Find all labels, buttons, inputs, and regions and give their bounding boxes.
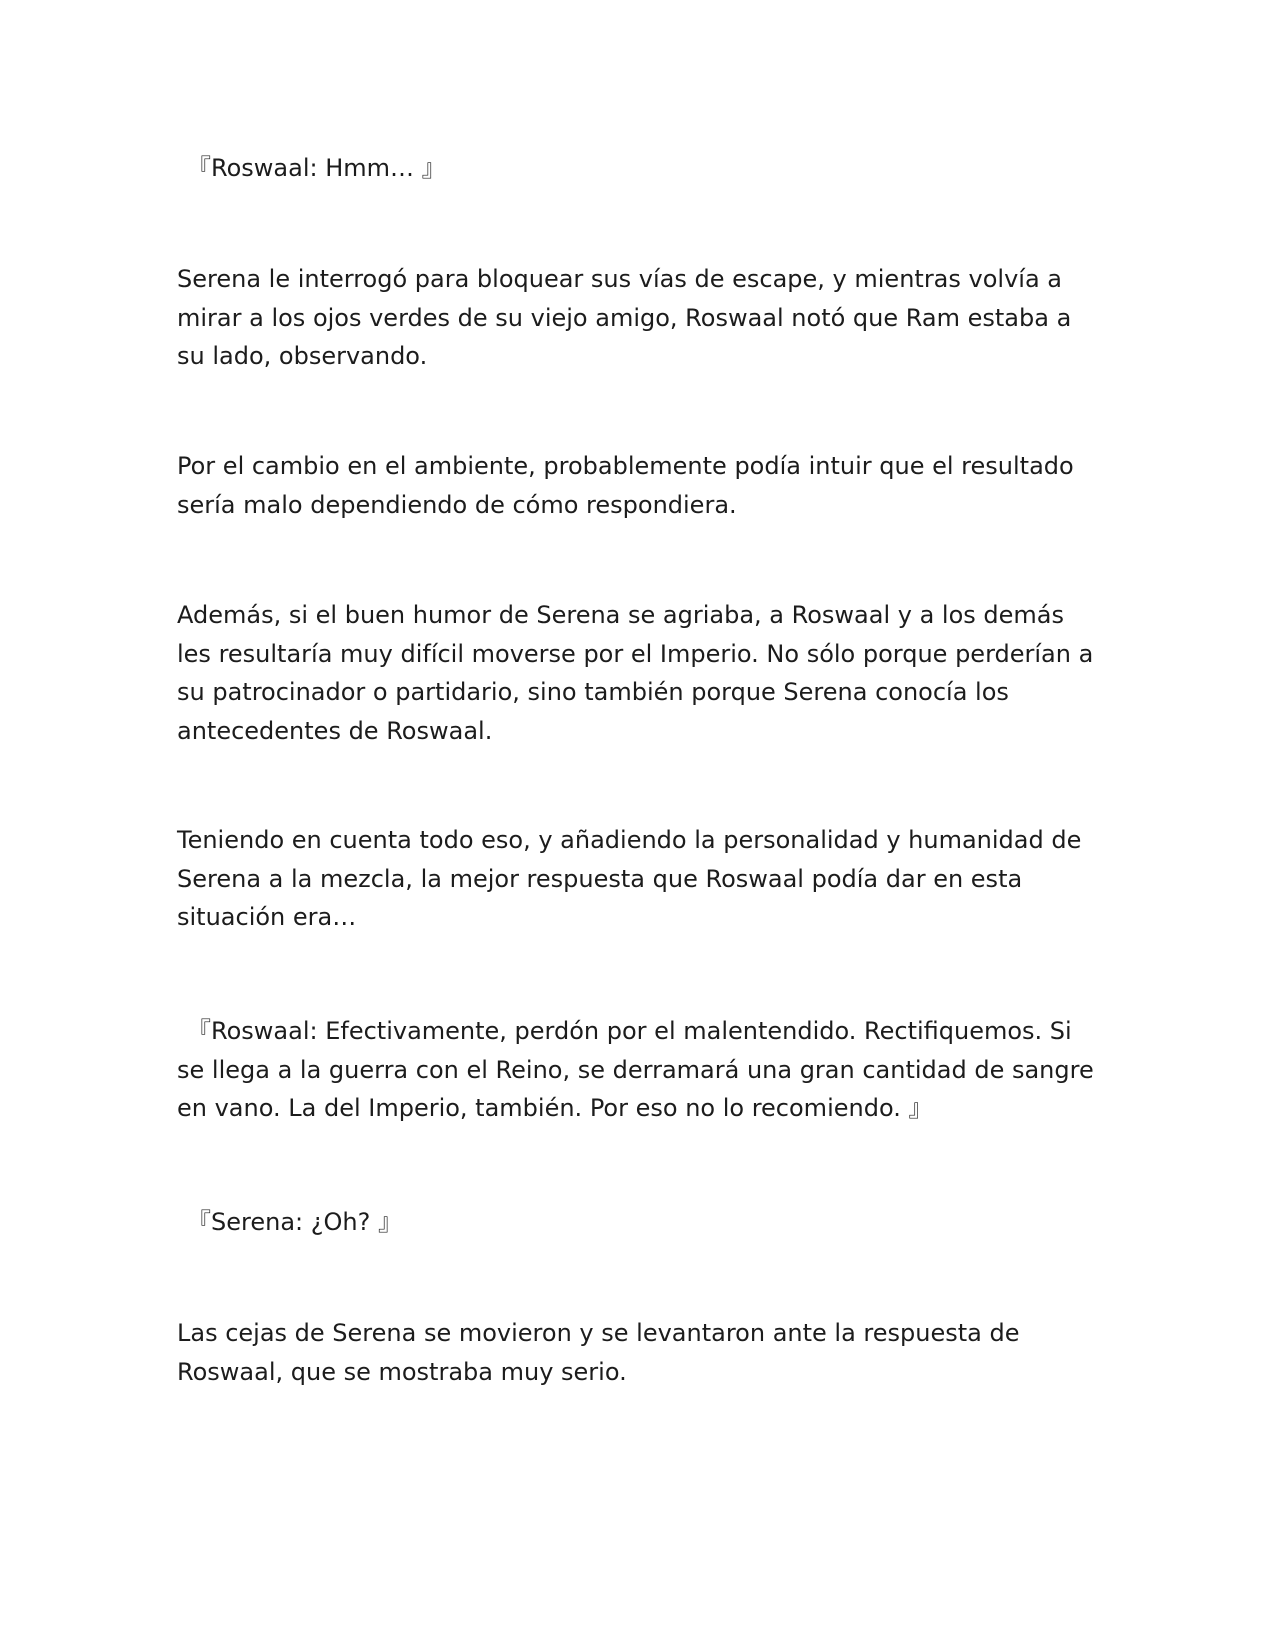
narration-paragraph: Además, si el buen humor de Serena se agriaba, a Roswaal y a los demás les resultaría muy difícil moverse por el Imperio. No sólo porque perderían a su patrocinador o partidario, sino también porque Serena conocía los antecedentes de Roswaal. [177,601,1094,745]
dialogue-roswaal-hmm: 『Roswaal: Hmm… 』 [187,154,446,182]
narration-paragraph: Por el cambio en el ambiente, probablemente podía intuir que el resultado sería malo dependiendo de cómo respondiera. [177,452,1074,519]
dialogue-serena-oh: 『Serena: ¿Oh? 』 [187,1208,402,1236]
dialogue-roswaal-reply: 『Roswaal: Efectivamente, perdón por el malentendido. Rectifiquemos. Si se llega a la guerra con el Reino, se derramará una gran cantidad de sangre en vano. La del Imperio, también. Por eso no lo recomiendo. 』 [177,1017,1094,1122]
narration-paragraph: Las cejas de Serena se movieron y se levantaron ante la respuesta de Roswaal, que se mostraba muy serio. [177,1319,1020,1386]
narration-paragraph: Teniendo en cuenta todo eso, y añadiendo la personalidad y humanidad de Serena a la mezcla, la mejor respuesta que Roswaal podía dar en esta situación era… [177,826,1082,931]
narration-paragraph: Serena le interrogó para bloquear sus vías de escape, y mientras volvía a mirar a los ojos verdes de su viejo amigo, Roswaal notó que Ram estaba a su lado, observando. [177,265,1072,370]
